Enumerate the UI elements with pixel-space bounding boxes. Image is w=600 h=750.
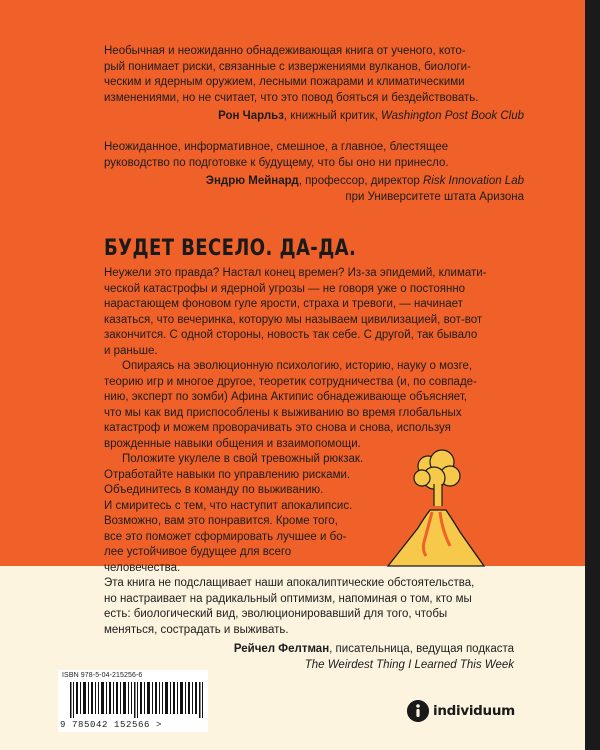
quote-line: Эта книга не подслащивает наши апокалиптические обстоятельства, <box>104 577 475 589</box>
mountain-icon <box>388 510 484 566</box>
blurb-line: Положите укулеле в свой тревожный рюкзак. <box>122 453 364 465</box>
quote-role-line-2: при Университете штата Аризона <box>345 190 524 203</box>
blurb-line: ческой катастрофы и ядерной угрозы — не говоря уже о постоянно <box>104 282 466 295</box>
quote-role: , писательница, ведущая подкаста <box>329 643 514 655</box>
publisher-name: individuum <box>433 703 515 719</box>
blurb-line: врожденные навыки общения и взаимопомощи. <box>104 437 361 450</box>
quote-author: Рейчел Фелтман <box>233 643 330 655</box>
review-quote-2 <box>104 140 524 205</box>
isbn-label: ISBN 978-5-04-215256-6 <box>62 672 143 679</box>
blurb-line: Возможно, вам это понравится. Кроме того, <box>104 515 338 527</box>
blurb-line: Отработайте навыки по управлению рисками. <box>104 468 351 481</box>
quote-line: но настраивает на радикальный оптимизм, напоминая о том, кто мы <box>104 592 472 605</box>
blurb-line: Опираясь на эволюционную психологию, историю, науку о мозге, <box>122 360 473 372</box>
blurb-line: И смиритесь с тем, что наступит апокалипсис. <box>104 499 353 512</box>
review-quote-1 <box>104 44 524 125</box>
quote-author: Эндрю Мейнард <box>205 175 299 187</box>
quote-line: Неожиданное, информативное, смешное, а главное, блестящее <box>104 141 449 153</box>
barcode-box <box>58 670 208 732</box>
quote-line: руководство по подготовке к будущему, что бы оно ни принесло. <box>104 156 449 169</box>
blurb-line: нарастающем фоновом гуле ярости, страха и тревоги, — начинает <box>104 298 463 310</box>
quote-line: ческим и ядерным оружием, лесными пожарами и климатическими <box>104 76 465 88</box>
bottom-quote-attribution <box>104 642 514 658</box>
quote-line: Необычная и неожиданно обнадеживающая книга от ученого, кото- <box>104 45 466 57</box>
quote-outlet: Washington Post Book Club <box>381 110 524 122</box>
barcode-digits: 9 785042 152566 > <box>60 720 163 730</box>
quote-2-text <box>104 140 524 171</box>
blurb-line: теорию игр и многое другое, теоретик сотрудничества (и, по совпаде- <box>104 375 477 388</box>
blurb-line: нию, эксперт по зомби) Афина Актипис обнадеживающе объясняет, <box>104 391 468 403</box>
volcano-illustration <box>380 438 490 568</box>
blurb-line: лее устойчивое будущее для всего <box>104 546 292 558</box>
quote-outlet: Risk Innovation Lab <box>422 175 524 187</box>
quote-role: , книжный критик, <box>283 110 382 122</box>
barcode-icon <box>70 682 204 718</box>
eruption-cloud-icon <box>414 450 460 506</box>
blurb-line: все это поможет сформировать лучшее и бо- <box>104 530 347 543</box>
blurb-paragraph-1 <box>104 266 490 359</box>
blurb-line: что мы как вид приспособлены к выживанию во время глобальных <box>104 406 462 419</box>
blurb-line: Объединитесь в команду по выживанию. <box>104 484 324 496</box>
section-heading: БУДЕТ ВЕСЕЛО. ДА-ДА. <box>104 236 357 261</box>
book-spine <box>585 0 600 750</box>
blurb-line: человечества. <box>104 561 181 574</box>
quote-1-attribution <box>104 109 524 125</box>
quote-line: рый понимает риски, связанные с извержениями вулканов, биологи- <box>104 60 471 73</box>
quote-outlet: The Weirdest Thing I Learned This Week <box>304 658 514 671</box>
bottom-review-quote <box>104 576 514 673</box>
blurb-line: и раньше. <box>104 344 158 357</box>
blurb-line: закончится. С одной стороны, новость так себе. С другой, так бывало <box>104 329 478 341</box>
quote-2-attribution <box>104 174 524 190</box>
quote-author: Рон Чарльз <box>218 110 284 122</box>
quote-line: есть: биологический вид, эволюционировавший для того, чтобы <box>104 608 448 620</box>
quote-role: , профессор, директор <box>298 175 423 187</box>
blurb-line: катастроф и можем проворачивать это снова и снова, используя <box>104 422 451 434</box>
quote-line: меняться, сострадать и выживать. <box>104 623 289 636</box>
quote-1-text <box>104 44 524 106</box>
publisher-logo-icon <box>407 700 429 722</box>
blurb-line: казаться, что вечеринка, которую мы называем цивилизацией, вот-вот <box>104 313 483 326</box>
quote-line: изменениями, но не считает, что это повод бояться и бездействовать. <box>104 91 479 104</box>
blurb-line: Неужели это правда? Настал конец времен? Из-за эпидемий, климати- <box>104 267 487 279</box>
